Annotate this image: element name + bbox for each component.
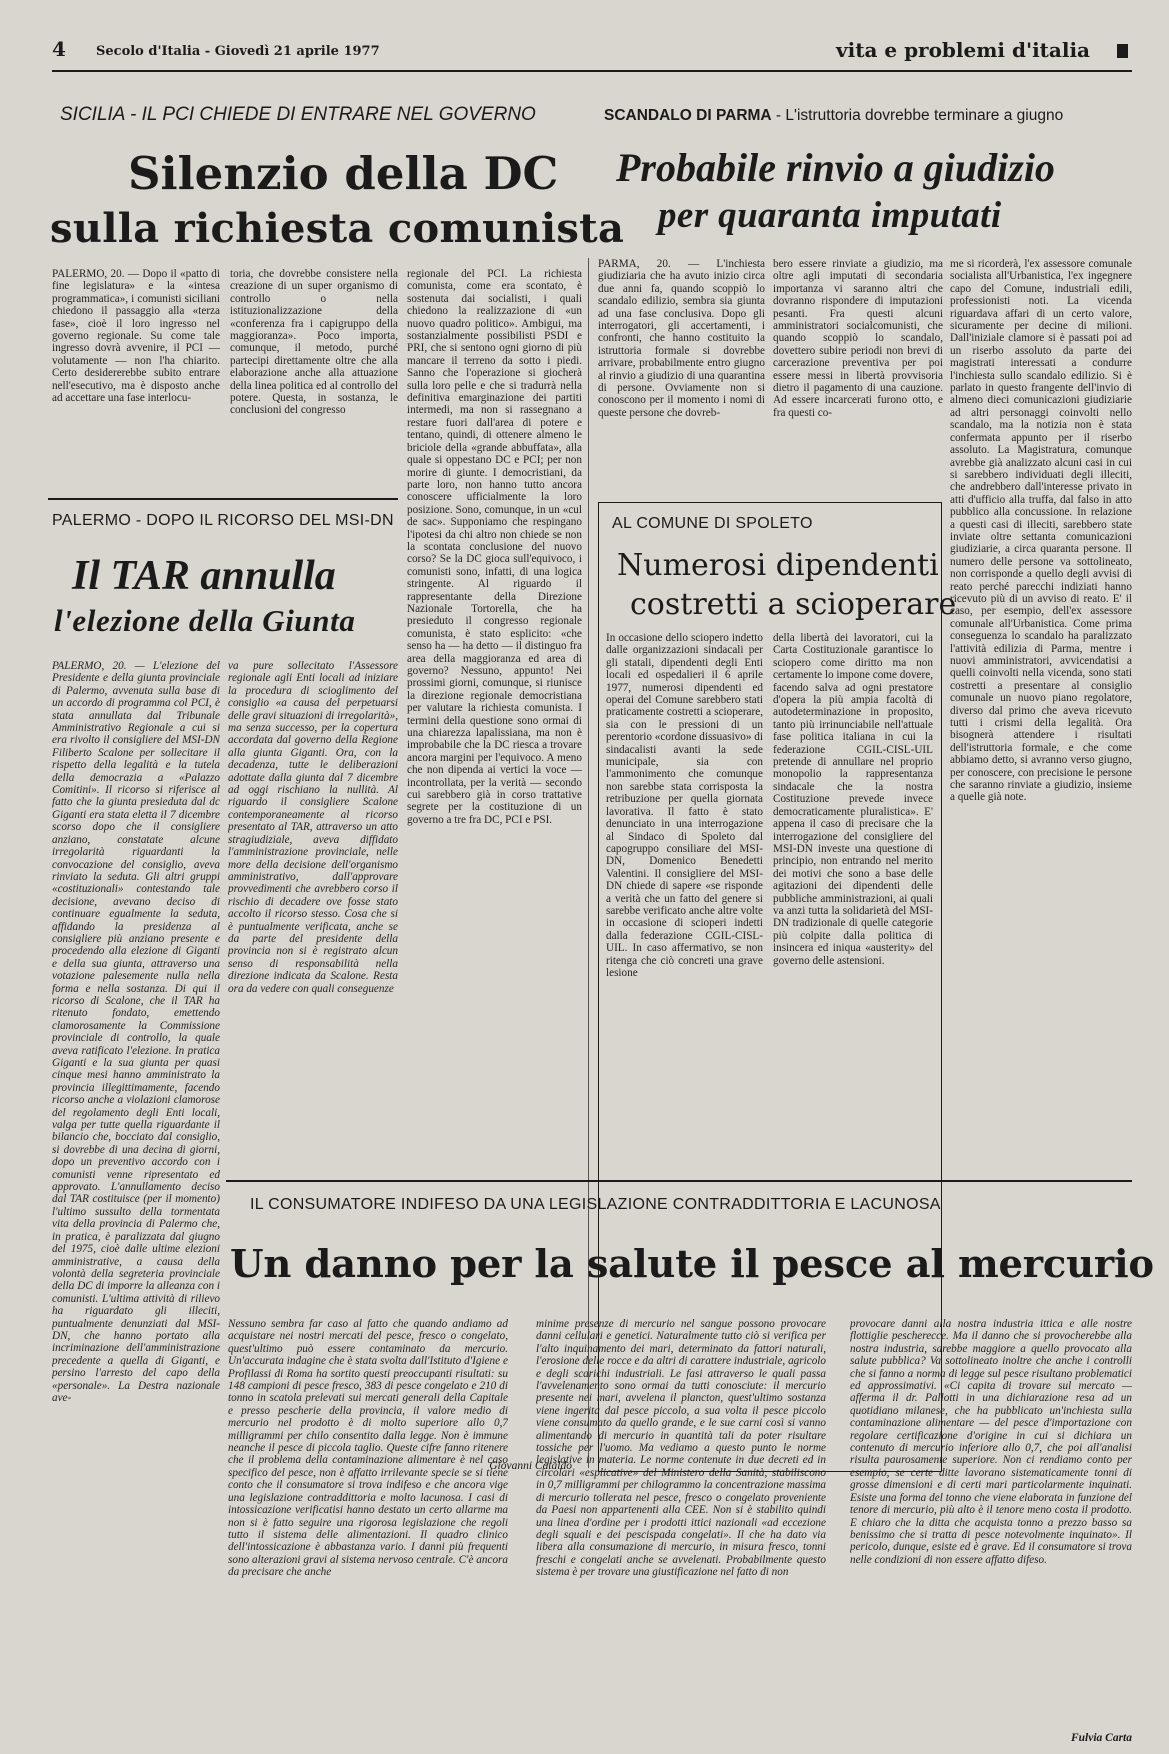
art3-column-3: me si ricorderà, l'ex assessore comunale socialista all'Urbanistica, l'ex ingegnere capo del Comune, industriali edili, professionisti noti. La vicenda riguardava affari di un certo valore, sicuramente per decine di milioni. Dall'iniziale clamore si è passati poi ad un riserbo assoluto da parte dei magistrati interessati a condurre l'inchiesta sullo scandalo edilizio. Si è parlato in questo frangente dell'invio di almeno dieci comunicazioni giudiziarie ad altri personaggi coinvolti nello scandalo, ma la notizia non è stata confermata appunto per il riserbo assoluto. La Magistratura, comunque avrebbe già analizzato alcuni casi in cui si sarebbero individuati degli illeciti, che andrebbero dall'interesse privato in atti d'ufficio alla truffa, dal falso in atto pubblico alla concussione. In relazione a questi casi di illeciti, sarebbero state inviate oltre settanta comunicazioni giudiziarie, a circa quaranta persone. Il numero delle persone va sottolineato, non corrisponde a quello degli avvisi di reato perché parecchi indiziati hanno ricevuto più di un avviso di reato. E' il caso, per esempio, dell'ex assessore comunale all'Urbanistica. Come prima conseguenza lo scandalo ha paralizzato l'attività edilizia di Parma, mentre i nuovi amministratori, avvicendatisi a quelli coinvolti nella vicenda, sono stati costretti a presentare al consiglio comunale un nuovo piano regolatore, diverso dal primo che aveva ricevuto tutti i crismi della legalità. Ora bisognerà attendere i risultati dell'istruttoria formale, e che come abbiamo detto, si avranno verso giugno, per conoscere, con precisione le persone che saranno rinviate a giudizio, insieme a quelle già note. — [950, 258, 1132, 804]
art2-headline-line2: l'elezione della Giunta — [54, 603, 356, 638]
art4-kicker: AL COMUNE DI SPOLETO — [612, 515, 813, 532]
art5-column-3: provocare danni alla nostra industria ittica e alle nostre flottiglie pescherecce. Ma il danno che si provocherebbe alla nostra industria, sarebbe maggiore a quello provocato alla salute pubblica? Va sottolineato inoltre che anche i controlli che si fanno a norma di legge sul pesce risultano problematici ed approssimativi. «Ci capita di trovare sul mercato — afferma il dr. Pallotti in una dichiarazione resa ad un quotidiano milanese, che ha pubblicato un'inchiesta sulla contaminazione alimentare — del pesce d'importazione con regolare certificazione d'origine in cui si dichiara un contenuto di mercurio inferiore allo 0,7, che poi all'analisi risulta paurosamente superiore. Non ci rendiamo conto per esempio, se certe ditte lavorano sistematicamente tonni di grosse dimensioni e di certi mari particolarmente inquinati. Esiste una forma del tonno che viene elaborata in funzione del tenore di mercurio, più alto è il tenore meno costa il prodotto. E chiaro che la ditta che acquista tonno a prezzo basso sa benissimo che si tratta di pesce notevolmente inquinato». Il pericolo, dunque, esiste ed è grave. Ed il consumatore si trova nelle condizioni di non essere affatto difeso. — [850, 1318, 1132, 1566]
art1-headline-line2: sulla richiesta comunista — [50, 205, 625, 252]
art3-headline-line1: Probabile rinvio a giudizio — [616, 145, 1055, 190]
art4-column-2: della libertà dei lavoratori, cui la Carta Costituzionale garantisce lo sciopero come diritto ma non certamente lo impone come dovere, facendo salva ad ogni prestatore d'opera la più ampia facoltà di autodeterminazione in proposito, tanto più irrinunciabile nell'attuale fase politica italiana in cui la federazione CGIL-CISL-UIL pretende di annullare nel proprio monopolio la rappresentanza sindacale che la nostra Costituzione prevede invece democraticamente pluralistica». E' appena il caso di precisare che la interrogazione del consigliere del MSI-DN investe una questione di principio, non entrando nel merito dei motivi che sono a base delle agitazioni dei dipendenti delle pubbliche amministrazioni, ai quali va anzi tutta la solidarietà del MSI-DN tradizionale di quelle categorie più colpite dalla politica di insincera ed iniqua «austerity» del governo delle astensioni. — [773, 632, 933, 967]
art5-signature: Fulvia Carta — [1070, 1732, 1132, 1744]
paper-date: Secolo d'Italia - Giovedì 21 aprile 1977 — [96, 44, 380, 59]
page-number: 4 — [52, 37, 66, 61]
art3-headline-line2: per quaranta imputati — [658, 195, 1002, 236]
art2-kicker: PALERMO - DOPO IL RICORSO DEL MSI-DN — [52, 512, 394, 529]
art1-column-1: PALERMO, 20. — Dopo il «patto di fine legislatura» e la «intesa programmatica», i comunisti siciliani chiedono il passaggio alla «terza fase», cioè il loro ingresso nel governo regionale. Su come tale ingresso dovrà avvenire, il PCI — volutamente — non l'ha chiarito. Certo desidererebbe subito entrare nell'esecutivo, ma è disposto anche ad accettare una fase interlocu- — [52, 268, 220, 405]
art1-headline-line1: Silenzio della DC — [128, 147, 559, 200]
art3-kicker — [604, 107, 1063, 125]
art2-column-2: va pure sollecitato l'Assessore regionale agli Enti locali ad iniziare la procedura di scioglimento del consiglio «a causa del perpetuarsi delle gravi situazioni di irregolarità», ma senza successo, per la copertura accordata dal governo della Regione alla giunta Giganti. Ora, con la decadenza, tutte le deliberazioni adottate dalla giunta dal 7 dicembre ad oggi rischiano la nullità. Al riguardo il consigliere Scalone contemporaneamente al ricorso presentato al TAR, attraverso un atto stragiudiziale, aveva diffidato l'amministrazione provinciale, nelle more della decisione dell'organismo amministrativo, dall'approvare provvedimenti che avrebbero corso il rischio di decadere ove fosse stato accolto il ricorso stesso. Cosa che si è puntualmente verificata, anche se da parte del presidente della provincia non si è registrato alcun senso di responsabilità nella direzione indicata da Scalone. Resta ora da vedere con quali conseguenze — [228, 660, 398, 995]
art2-column-1: PALERMO, 20. — L'elezione del Presidente e della giunta provinciale di Palermo, avvenuta sulla base di un accordo di programma col PCI, è stata annullata dal Tribunale Amministrativo Regionale a cui si era rivolto il consigliere del MSI-DN Filiberto Scalone per sollecitare il rispetto della legalità e la tutela della democrazia a «Palazzo Comitini». Il ricorso si riferisce al fatto che la giunta presieduta dal dc Giganti era stata eletta il 7 dicembre scorso dopo che il consigliere anziano, constatate alcune irregolarità riguardanti la convocazione del consiglio, aveva rinviato la seduta. Gli altri gruppi «costituzionali» contestando tale decisione, avevano deciso di continuare egualmente la seduta, affidando la presidenza al consigliere più anziano presente e procedendo alla elezione di Giganti e della sua giunta, attraverso una votazione palesemente nulla nella forma e nella sostanza. Di qui il ricorso di Scalone, che il TAR ha ritenuto fondato, emettendo clamorosamente la Commissione provinciale di controllo, la quale aveva ratificato l'elezione. In pratica Giganti e la sua giunta per quasi cinque mesi hanno amministrato la provincia illegittimamente, facendo ricorso anche a violazioni clamorose del regolamento degli Enti locali, valga per tutte quella riguardante il bilancio che, bocciato dal consiglio, si dovrebbe di una decina di giorni, dopo un preventivo accordo con i comunisti venne ripresentato ed approvato. L'annullamento deciso dal TAR costituisce (per il momento) l'ultimo sussulto della tormentata vita della provincia di Palermo che, in pratica, è paralizzata dal giugno del 1975, cioè dalle ultime elezioni amministrative, a causa della volontà della segreteria provinciale della DC di imporre la alleanza con i comunisti. L'ultima attività di rilievo ha riguardato gli illeciti, puntualmente denunziati dal MSI-DN, che hanno portato alla incriminazione dell'amministrazione precedente a quella di Giganti, e persino l'arresto del capo della «personale». La Destra nazionale ave- — [52, 660, 220, 1404]
art1-column-2: toria, che dovrebbe consistere nella creazione di un super organismo di controllo o nella istituzionalizzazione della «conferenza fra i capigruppo della maggioranza». Poco importa, comunque, il metodo, purché partecipi direttamente oltre che alla elaborazione anche alla attuazione della linea politica ed al controllo del potere. Questa, in sostanza, le conclusioni del congresso — [230, 268, 398, 417]
art2-headline-line1: Il TAR annulla — [72, 553, 336, 599]
section-title: vita e problemi d'italia — [836, 38, 1091, 62]
art5-column-2: minime presenze di mercurio nel sangue possono provocare danni cellulari e genetici. Naturalmente tutto ciò si verifica per l'alto inquinamento dei mari, determinato da fattori naturali, l'erosione delle rocce e da altri di carattere industriale, agricolo e degli scarichi industriali. Le fasi attraverso le quali passa l'avvelenamento sono ormai da tutti conosciute: il mercurio presente nei mari, avvelena il plancton, quest'ultimo sostanza viene ingerita dal pesce piccolo, a sua volta il pesce piccolo viene consumato da quello grande, e le sue carni così si vanno alimentando di mercurio in quantità tali da poter risultare tossiche per l'uomo. Ma vediamo a questo punto le norme legislative in materia. Le norme contenute in due decreti ed in circolari «esplicative» del Ministero della Sanità, stabiliscono in 0,7 milligrammi per chilogrammo la concentrazione massima di mercurio tollerata nel pesce, fresco o congelato proveniente da Paesi non appartenenti alla CEE. Non si è stabilito quindi una linea d'ordine per i prodotti ittici nazionali «ad eccezione degli squali e dei pescispada congelati». Il che ha dato via libera alla consumazione di mercurio, in misura fresco, tonni freschi e congelati anche se avvelenati. Probabilmente questo sistema è per trovare una giustificazione nel fatto di non — [536, 1318, 826, 1579]
head-rule — [52, 70, 1132, 72]
art3-kicker-rest: - L'istruttoria dovrebbe terminare a giugno — [771, 107, 1064, 124]
art1-kicker: SICILIA - IL PCI CHIEDE DI ENTRARE NEL GOVERNO — [60, 104, 536, 125]
art3-column-2: bero essere rinviate a giudizio, ma oltre agli imputati di secondaria importanza vi saranno altri che dovranno rispondere di imputazioni pesanti. Fra questi alcuni amministratori socialcomunisti, che quando scoppiò lo scandalo, dovettero subire periodi non brevi di carcerazione preventiva per poi essere messi in libertà provvisoria dietro il pagamento di una cauzione. Ad essere incarcerati furono otto, e fra questi co- — [773, 258, 943, 419]
art3-column-1: PARMA, 20. — L'inchiesta giudiziaria che ha avuto inizio circa due anni fa, quando scoppiò lo scandalo edilizio, sembra sia giunta ad una fase conclusiva. Dopo gli interrogatori, gli accertamenti, i confronti, che hanno costituito la istruttoria formale si dovrebbe arrivare, probabilmente entro giugno al rinvio a giudizio di una quarantina di persone. Ovviamente non si conoscono per il momento i nomi di queste persone che dovreb- — [598, 258, 765, 419]
art4-headline-line1: Numerosi dipendenti — [617, 548, 939, 583]
art1-column-3: regionale del PCI. La richiesta comunista, come era scontato, è sostenuta dai socialisti, i quali chiedono la realizzazione di «un nuovo quadro politico». Ambigui, ma sostanzialmente possibilisti PSDI e PRI, che si sentono ogni giorno di più mancare il terreno da sotto i piedi. Sanno che l'operazione si giocherà sulla loro pelle e che si tradurrà nella definitiva emarginazione dei partiti intermedi, ma non si rassegnano a restare fuori dall'area di potere e tentano, quindi, di ottenere almeno le briciole della «grande abbuffata», alla quale si oppestano DC e PCI; per non morire di giunte. I democristiani, da parte loro, non hanno tutto ancora conoscere ufficialmente la loro posizione. Sono, comunque, in un «cul de sac». Supponiamo che respingano l'ipotesi da chi altro non chiede se non la scontata conclusione del nuovo corso? Se la DC gioca sull'equivoco, i comunisti sono, infatti, di una logica stringente. Al riguardo il rappresentante della Direzione Nazionale Tortorella, che ha presieduto il congresso regionale comunista, è stato esplicito: «che senso ha — ha detto — il distinguo fra area della maggioranza ed area di governo? Nessuno, appunto! Nei prossimi giorni, comunque, si riunisce la direzione regionale democristiana per valutare la richiesta comunista. I termini della questione sono ormai di una chiarezza lapalissiana, ma non è improbabile che la DC riesca a trovare ancora margini per l'equivoco. A meno che non dipenda ai vertici la voce — incontrollata, per la verità — secondo cui sarebbero già in corso trattative segrete per la costituzione di un governo a tre fra DC, PCI e PSI. — [407, 268, 582, 826]
art3-kicker-bold: SCANDALO DI PARMA — [604, 107, 772, 124]
art4-headline-line2: costretti a scioperare — [630, 587, 957, 622]
art1-signature: Giovanni Cataldo — [489, 1460, 572, 1472]
art1-rule — [48, 498, 398, 500]
art5-top-rule — [226, 1180, 1132, 1182]
art5-column-1: Nessuno sembra far caso al fatto che quando andiamo ad acquistare nei nostri mercati del pesce, fresco o congelato, quest'ultimo può essere contaminato da mercurio. Un'accurata indagine che è stata svolta dall'Istituto d'Igiene e Profilassi di Roma ha sortito questi preoccupanti risultati: su 148 campioni di pesce fresco, 383 di pesce congelato e 210 di tonno in scatola prelevati sui mercati generali della Capitale e presso pescherie della provincia, il valore medio di mercurio nel prodotto è di molto superiore allo 0,7 milligrammi per chilo consentito dalla legge. Non è immune neanche il pesce di piccola taglio. Queste cifre fanno ritenere che il problema della contaminazione alimentare è nel caso specifico del pesce, non è affatto irrilevante specie se si tiene conto che il consumatore si trova indifeso e che ancora vige una legislazione contraddittoria e molto lacunosa. I casi di intossicazione verificatisi hanno destato un certo allarme ma non si è fatto seguire una rigorosa legislazione che regoli tutto il sistema delle alimentazioni. Il quadro clinico dell'intossicazione è abbastanza vario. I danni più frequenti sono alterazioni gravi al sistema nervoso centrale. C'è ancora da precisare che anche — [228, 1318, 508, 1579]
art5-kicker: IL CONSUMATORE INDIFESO DA UNA LEGISLAZIONE CONTRADDITTORIA E LACUNOSA — [250, 1196, 941, 1213]
art4-column-1: In occasione dello sciopero indetto dalle organizzazioni sindacali per gli statali, dipendenti degli Enti locali ed ospedalieri il 6 aprile 1977, numerosi dipendenti ed operai del Comune sarebbero stati praticamente costretti a scioperare, sia con le pressioni di un perentorio «cordone dissuasivo» di sindacalisti avanti la sede municipale, sia con l'ammonimento che comunque non sarebbe stata corrisposta la retribuzione per quella giornata lavorativa. Il fatto è stato denunciato in una interrogazione al Sindaco di Spoleto dal capogruppo consiliare del MSI-DN, Domenico Benedetti Valentini. Il consigliere del MSI-DN chiede di sapere «se risponde a verità che un fatto del genere si sarebbe verificato anche altre volte in occasione di scioperi indetti dalla federazione CGIL-CISL-UIL. In caso affermativo, se non ritenga che ciò concreti una grave lesione — [606, 632, 763, 979]
section-marker — [1117, 44, 1128, 58]
art5-headline: Un danno per la salute il pesce al mercurio — [230, 1242, 1154, 1287]
